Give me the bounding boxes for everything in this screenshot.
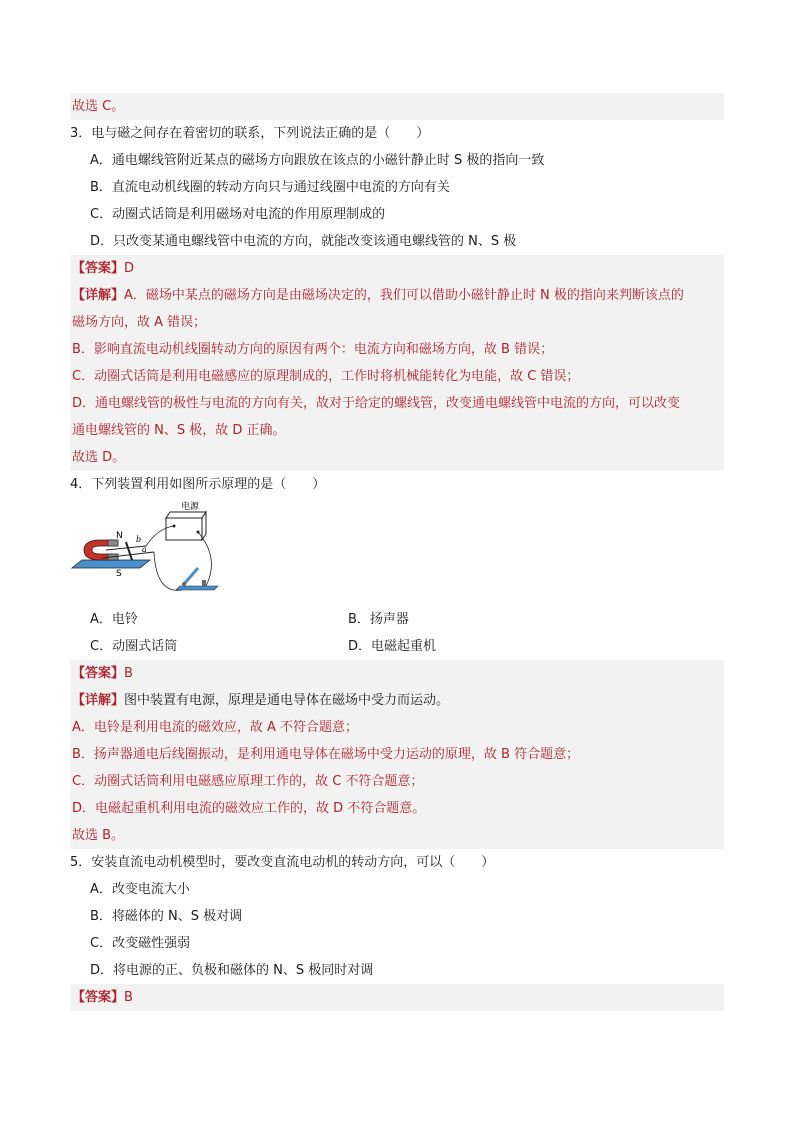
apparatus-svg bbox=[70, 498, 230, 606]
switch bbox=[176, 568, 218, 590]
q3-detail-line-1: 【详解】A．磁场中某点的磁场方向是由磁场决定的，我们可以借助小磁针静止时 N 极的指向来判断该点的 bbox=[70, 282, 724, 309]
q3-detail-line-4: C．动圈式话筒是利用电磁感应的原理制成的，工作时将机械能转化为电能，故 C 错误； bbox=[70, 363, 724, 390]
q3-detail-line-3: B．影响直流电动机线圈转动方向的原因有两个：电流方向和磁场方向，故 B 错误； bbox=[70, 336, 724, 363]
magnet-apparatus-figure bbox=[70, 498, 724, 606]
q3-option-b: B．直流电动机线圈的转动方向只与通过线圈中电流的方向有关 bbox=[90, 180, 450, 195]
q3-option-c: C．动圈式话筒是利用磁场对电流的作用原理制成的 bbox=[90, 207, 386, 222]
q3-answer: 【答案】D bbox=[70, 255, 724, 282]
label-a: a bbox=[142, 545, 147, 554]
q4-detail-first: 【详解】图中装置有电源，原理是通电导体在磁场中受力而运动。 bbox=[70, 687, 724, 714]
q4-option-c: C．动圈式话筒 bbox=[90, 639, 178, 654]
q3-conclusion: 故选 D。 bbox=[70, 444, 724, 471]
q5-stem: 5．安装直流电动机模型时，要改变直流电动机的转动方向，可以（ ） bbox=[70, 855, 495, 870]
q3-detail-line-6: 通电螺线管的 N、S 极，故 D 正确。 bbox=[70, 417, 724, 444]
q4-answer: 【答案】B bbox=[70, 660, 724, 687]
q4-option-a: A．电铃 bbox=[90, 612, 138, 627]
q4-detail-line-b: B．扬声器通电后线圈振动，是利用通电导体在磁场中受力运动的原理，故 B 符合题意； bbox=[70, 741, 724, 768]
q3-detail-line-2: 磁场方向，故 A 错误； bbox=[70, 309, 724, 336]
q4-options-row-1 bbox=[70, 606, 724, 633]
q5-option-d: D．将电源的正、负极和磁体的 N、S 极同时对调 bbox=[90, 963, 374, 978]
q5-answer: 【答案】B bbox=[70, 984, 724, 1011]
q4-option-b: B．扬声器 bbox=[348, 612, 409, 627]
power-label: 电源 bbox=[181, 502, 200, 512]
n-pole-label: N bbox=[116, 531, 123, 541]
q4-detail-line-c: C．动圈式话筒利用电磁感应原理工作的，故 C 不符合题意； bbox=[70, 768, 724, 795]
q5-option-b: B．将磁体的 N、S 极对调 bbox=[90, 909, 243, 924]
prev-conclusion: 故选 C。 bbox=[70, 93, 724, 120]
q5-option-c: C．改变磁性强弱 bbox=[90, 936, 191, 951]
q3-option-d: D．只改变某通电螺线管中电流的方向，就能改变该通电螺线管的 N、S 极 bbox=[90, 234, 517, 249]
q4-option-d: D．电磁起重机 bbox=[348, 639, 437, 654]
q4-detail-line-a: A．电铃是利用电流的磁效应，故 A 不符合题意； bbox=[70, 714, 724, 741]
q4-detail-line-d: D．电磁起重机利用电流的磁效应工作的，故 D 不符合题意。 bbox=[70, 795, 724, 822]
q4-options-row-2 bbox=[70, 633, 724, 660]
q3-option-a: A．通电螺线管附近某点的磁场方向跟放在该点的小磁针静止时 S 极的指向一致 bbox=[90, 153, 545, 168]
q3-stem: 3．电与磁之间存在着密切的联系，下列说法正确的是（ ） bbox=[70, 126, 430, 141]
label-b: b bbox=[136, 535, 142, 544]
u-magnet bbox=[84, 531, 123, 579]
document-page bbox=[70, 93, 724, 1011]
q5-option-a: A．改变电流大小 bbox=[90, 882, 190, 897]
s-pole-label: S bbox=[116, 569, 122, 579]
q3-detail-line-5: D．通电螺线管的极性与电流的方向有关，故对于给定的螺线管，改变通电螺线管中电流的方向，可以改变 bbox=[70, 390, 724, 417]
q4-stem: 4．下列装置利用如图所示原理的是（ ） bbox=[70, 477, 326, 492]
q4-conclusion: 故选 B。 bbox=[70, 822, 724, 849]
